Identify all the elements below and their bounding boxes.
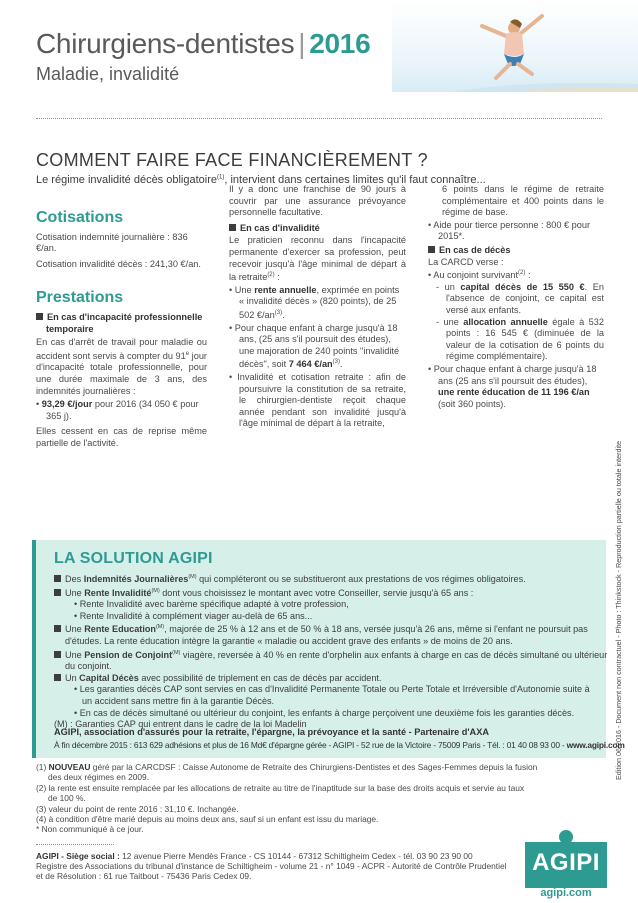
square-bullet-icon [428, 246, 435, 253]
solution-subitem: • En cas de décès simultané ou ultérieur du conjoint, les enfants à charge perçoivent une deuxième fois les garanties décès. [74, 707, 575, 718]
footnote-1: (1) NOUVEAU géré par la CARCDSF : Caisse Autonome de Retraite des Chirurgiens-Dentistes et des Sages-Femmes depuis la fusion [36, 762, 538, 772]
footnotes [36, 762, 536, 835]
title-separator: | [298, 28, 306, 59]
prestations-bullet: • 93,29 €/jour pour 2016 (34 050 € pour 365 j). [36, 399, 199, 421]
footnote-3: (3) valeur du point de rente 2016 : 31,10 €. Inchangée. [36, 803, 239, 814]
rente-bullet: • Une rente annuelle, exprimée en points « invalidité décès » (820 points), de 25 502 $€/an^{(3)}$. [229, 284, 400, 321]
solution-subitem: • Rente Invalidité avec barème spécifique adapté à votre profession, [74, 599, 349, 610]
square-bullet-icon [54, 651, 61, 658]
agipi-website-link[interactable]: www.agipi.com [566, 740, 625, 750]
footnote-1-cont: des deux régimes en 2009. [48, 772, 150, 783]
agipi-logo-text: AGIPI [532, 849, 600, 876]
retraite-continuation: 6 points dans le régime de retraite complémentaire et 400 points dans le régime de base. [442, 184, 604, 218]
deces-subheading: En cas de décès [428, 245, 604, 257]
retraite-bullet: • Invalidité et cotisation retraite : afin de poursuivre la constitution de sa retraite, le chirurgien-dentiste reçoit chaque année pendant son invalidité jusqu'à l'âge minimal de départ à la retraite, [229, 372, 406, 429]
square-bullet-icon [54, 625, 61, 632]
agipi-logo-url[interactable]: agipi.com [540, 887, 592, 899]
footnote-divider [36, 844, 114, 845]
title-year: 2016 [309, 28, 371, 59]
solution-item-pension: Une Pension de Conjoint$^{(M)}$ viagère, reversée à 40 % en rente d'orphelin aux enfants à charge en cas de décès simultané ou ultérieur [54, 648, 599, 662]
section-heading: COMMENT FAIRE FACE FINANCIÈREMENT ? [36, 150, 428, 170]
solution-subitem: • Rente Invalidité à complément viager au-delà de 65 ans... [74, 610, 313, 621]
cotisation-line-2: Cotisation invalidité décès : 241,30 €/an. [36, 258, 201, 269]
agipi-association-line: AGIPI, association d'assurés pour la retraite, l'épargne, la prévoyance et la santé - Partenaire d'AXA [54, 727, 489, 737]
prestations-heading: Prestations [36, 289, 124, 307]
address-line-1: AGIPI - Siège social : 12 avenue Pierre Mendès France - CS 10144 - 67312 Schiltigheim Cedex - tél. 03 90 23 90 00 [36, 851, 473, 861]
solution-subitem: • Les garanties décès CAP sont servies en cas d'Invalidité Permanente Totale ou Perte Totale et Irréversible d'Autonomie suite à [74, 684, 590, 695]
footnote-2-cont: de 100 %. [48, 793, 86, 804]
square-bullet-icon [54, 575, 61, 582]
column-1 [36, 209, 207, 454]
solution-item-continuation: d'études. La rente éducation intègre la garantie « maladie ou accident grave des enfants » de moins de 20 ans. [65, 636, 513, 647]
footnote-2: (2) la rente est ensuite remplacée par les allocations de retraite au titre de l'inaptitude sur la base des droits acquis et servie au taux [36, 782, 525, 793]
square-bullet-icon [229, 224, 236, 231]
intro-text: Le régime invalidité décès obligatoire$^{(1)}$, intervient dans certaines limites qu'il faut connaître... [36, 174, 486, 186]
solution-item-rente-education: Une Rente Education$^{(M)}$, majorée de 25 % à 12 ans et de 50 % à 18 ans, versée jusqu'à 26 ans, même si l'enfant ne poursuit pas [54, 622, 599, 636]
cotisation-line-1: Cotisation indemnité journalière : 836 €/an. [36, 231, 188, 254]
majoration-bullet: • Pour chaque enfant à charge jusqu'à 18 ans, (25 ans s'il poursuit des études), une majoration de 240 points "invalidité décès", soit 7 464 $€/an^{(3)}$. [229, 322, 400, 370]
conjoint-bullet: • Au conjoint survivant$^{(2)}$ : [428, 270, 531, 281]
tierce-personne-bullet: • Aide pour tierce personne : 800 € pour 2015*. [428, 219, 591, 242]
page-subtitle: Maladie, invalidité [36, 64, 180, 84]
solution-accent-bar [32, 540, 36, 758]
footnote-5: * Non communiqué à ce jour. [36, 824, 144, 835]
edition-side-text: Edition 06/2016 - Document non contractuel - Photo : Thinkstock - Reproduction partielle ou totale interdite [614, 440, 623, 780]
capital-deces-item: - un capital décès de 15 550 €. En l'absence de conjoint, ce capital est versé aux enfants. [436, 281, 604, 315]
invalidite-subheading: En cas d'invalidité [229, 223, 406, 235]
square-bullet-icon [54, 674, 61, 681]
agipi-contact-line: À fin décembre 2015 : 613 629 adhésions et plus de 16 Md€ d'épargne gérée - AGIPI - 52 rue de la Victoire - 75009 Paris - Tél. : 01 40 08 93 00 - www.agipi.com [54, 740, 625, 750]
solution-item-rente-invalidite: Une Rente Invalidité$^{(M)}$ dont vous choisissez le montant avec votre Conseiller, servie jusqu'à 65 ans : [54, 586, 599, 600]
divider [36, 118, 602, 119]
column-2 [229, 184, 406, 434]
head-office-address [36, 851, 536, 881]
square-bullet-icon [36, 313, 43, 320]
page-title [36, 28, 370, 60]
solution-body [54, 572, 608, 731]
title-text: Chirurgiens-dentistes [36, 28, 295, 59]
allocation-item: - une allocation annuelle égale à 532 points : 16 545 € (diminuée de la valeur de la cotisation de 6 points du régime complémentaire). [436, 316, 604, 362]
address-line-3: et de Résolution : 61 rue Taitbout - 75436 Paris Cedex 09. [36, 871, 252, 881]
solution-title: LA SOLUTION AGIPI [54, 550, 213, 567]
madelin-note: (M) : Garanties CAP qui entrent dans le cadre de la loi Madelin [54, 719, 307, 730]
prestations-note: Elles cessent en cas de reprise même partielle de l'activité. [36, 426, 207, 448]
solution-item-ij: Des Indemnités Journalières$^{(M)}$ qui compléteront ou se substitueront aux prestations de vos régimes obligatoires. [54, 572, 599, 586]
prestations-subheading: En cas d'incapacité professionnelle temporaire [36, 312, 207, 335]
address-line-2: Registre des Associations du tribunal d'instance de Schiltigheim - volume 21 - n° 1049 - ACPR - Autorité de Contrôle Prudentiel [36, 861, 507, 871]
solution-item-continuation: du conjoint. [65, 661, 112, 672]
invalidite-paragraph: Le praticien reconnu dans l'incapacité permanente d'exercer sa profession, peut recevoir jusqu'à l'âge minimal de départ à la retraite$^{(2)}$ : [229, 235, 406, 283]
solution-item-capital-deces: Un Capital Décès avec possibilité de triplement en cas de décès par accident. [54, 673, 599, 685]
franchise-paragraph: Il y a donc une franchise de 90 jours à couvrir par une assurance prévoyance personnelle facultative. [229, 184, 406, 218]
cotisations-heading: Cotisations [36, 209, 124, 226]
rente-education-bullet: • Pour chaque enfant à charge jusqu'à 18 ans (25 ans s'il poursuit des études), une rente éducation de 11 196 €/an (soit 360 points). [428, 363, 597, 409]
prestations-paragraph: En cas d'arrêt de travail pour maladie ou accident sont servis à compter du 91e jour d'incapacité totale professionnelle, pour une durée maximale de 3 ans, des indemnités journalières : [36, 337, 207, 396]
square-bullet-icon [54, 589, 61, 596]
carcd-verse: La CARCD verse : [428, 256, 504, 267]
column-3 [428, 184, 604, 414]
footnote-4: (4) à condition d'être marié depuis au moins deux ans, sauf si un enfant est issu du mariage. [36, 814, 379, 825]
hero-photo [392, 0, 638, 92]
solution-subitem-continuation: un accident sans mettre fin à la garantie Décès. [82, 696, 275, 707]
